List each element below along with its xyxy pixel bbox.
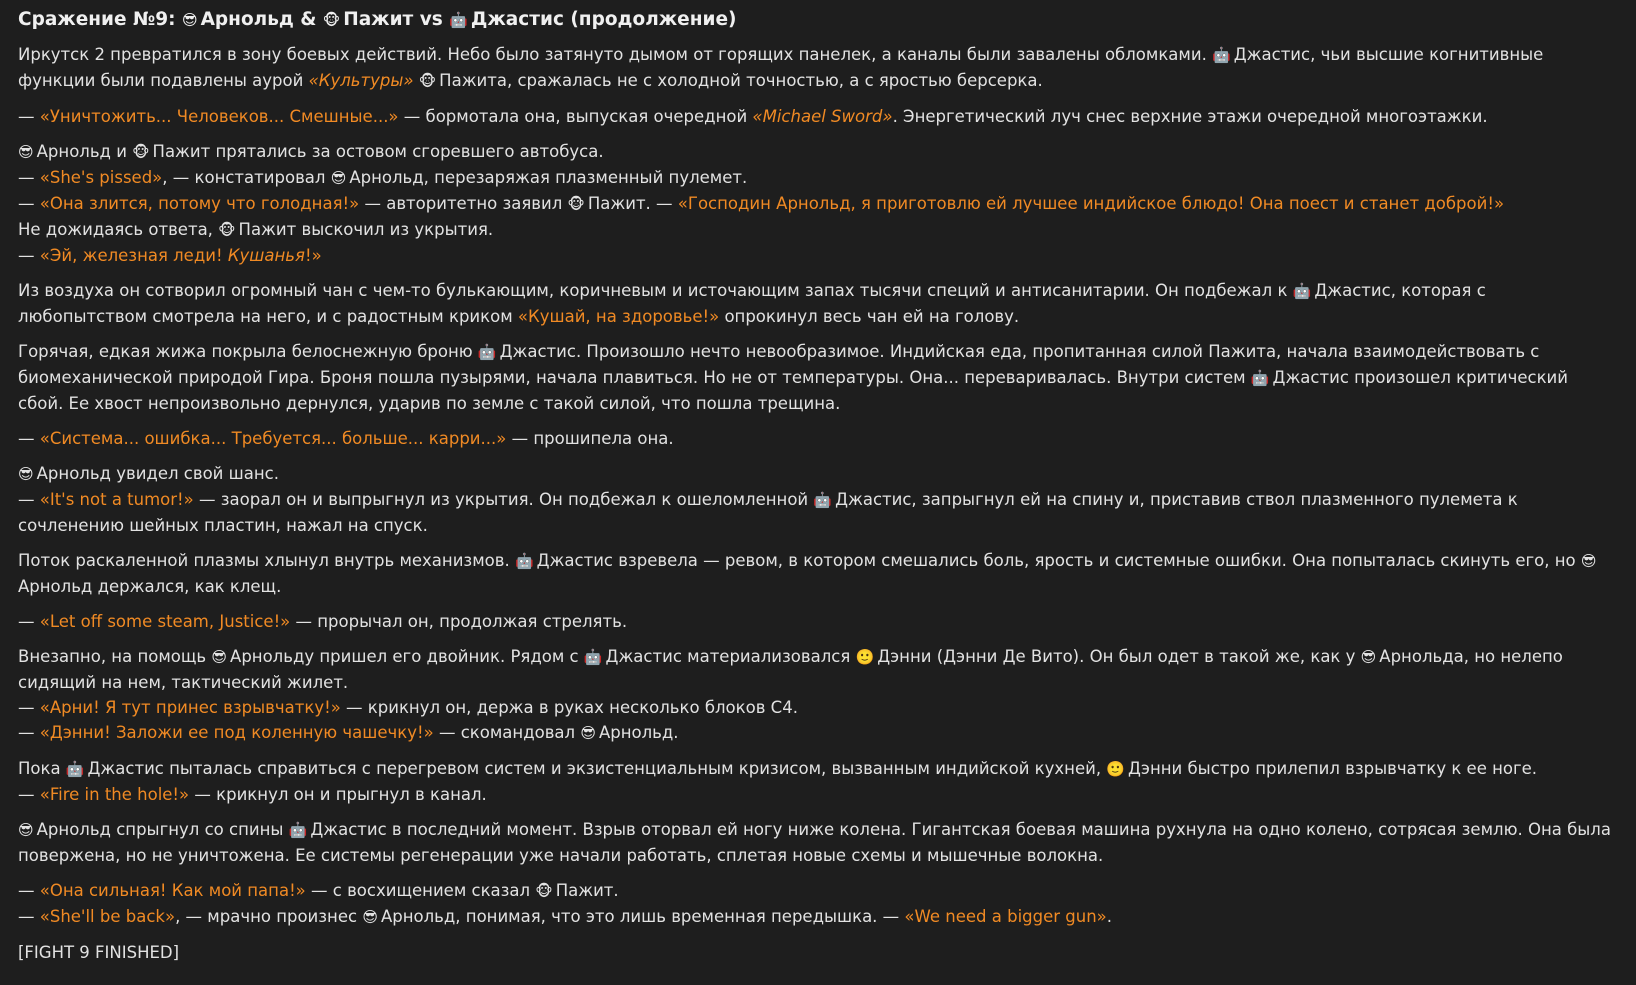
text: Из воздуха он сотворил огромный чан с чем-то булькающим, коричневым и источающим запах тысячи специй и антисанитарии. Он подбежал к (18, 281, 1293, 300)
text: Не дожидаясь ответа, (18, 220, 219, 239)
quote: «Кушай, на здоровье!» (517, 307, 720, 326)
quote: «Let off some steam, Justice!» (39, 612, 291, 631)
paragraph-3 (18, 139, 1618, 268)
text: — (18, 429, 40, 448)
paragraph-11 (18, 756, 1618, 807)
text: Джастис взревела — ревом, в котором смешались боль, ярость и системные ошибки. Она попыталась скинуть его, но (536, 551, 1581, 570)
pazhit-emoji-icon: 🐵 (132, 143, 150, 161)
text: — (18, 194, 40, 213)
justice-emoji-icon: 🤖 (1212, 46, 1231, 64)
text: . Энергетический луч снес верхние этажи очередной многоэтажки. (892, 107, 1488, 126)
pazhit-emoji-icon: 🐵 (567, 195, 585, 213)
paragraph-10 (18, 644, 1618, 746)
paragraph-12 (18, 817, 1618, 868)
justice-emoji-icon: 🤖 (288, 821, 308, 839)
arnold-emoji-icon: 😎 (18, 821, 34, 839)
text: — (18, 698, 40, 717)
quote: Кушанья (227, 246, 305, 265)
text: Поток раскаленной плазмы хлынул внутрь механизмов. (18, 551, 515, 570)
text: Джастис, чьи высшие когнитивные функции были подавлены аурой (18, 45, 1544, 90)
text: — (18, 107, 40, 126)
arnold-emoji-icon: 😎 (580, 724, 596, 742)
text: — (18, 907, 40, 926)
quote: «It's not a tumor!» (39, 490, 194, 509)
quote: «Уничтожить... Человеков... Смешные...» (39, 107, 399, 126)
text: — прошипела она. (506, 429, 674, 448)
fight-status: [FIGHT 9 FINISHED] (18, 943, 180, 962)
text: . (1106, 907, 1113, 926)
text: — (18, 490, 40, 509)
text: Арнольд увидел свой шанс. (36, 464, 279, 483)
text: Арнольда, но нелепо сидящий на нем, тактический жилет. (18, 647, 1563, 692)
text: Джастис произошел критический сбой. Ее хвост непроизвольно дернулся, ударив по земле с такой силой, что пошла трещина. (18, 368, 1569, 413)
quote: «Fire in the hole!» (39, 785, 190, 804)
text: Пажит. — (587, 194, 678, 213)
text: — заорал он и выпрыгнул из укрытия. Он подбежал к ошеломленной (193, 490, 814, 509)
text: Пажит прятались за остовом сгоревшего автобуса. (152, 142, 604, 161)
text: Джастис пыталась справиться с перегревом систем и экзистенциальным кризисом, вызванным индийской кухней, (87, 759, 1107, 778)
justice-emoji-icon: 🤖 (1250, 369, 1270, 387)
text: — (18, 785, 40, 804)
text: Джастис в последний момент. Взрыв оторвал ей ногу ниже колена. Гигантская боевая машина рухнула на одно колено, сотрясая землю. Она была повержена, но не уничтожена. Ее системы регенерации уже начали работать, сплетая новые схемы и мышечные волокна. (18, 820, 1611, 865)
pazhit-emoji-icon: 🐵 (535, 882, 553, 900)
arnold-emoji-icon: 😎 (330, 169, 347, 187)
text: Арнольд, понимая, что это лишь временная передышка. — (380, 907, 905, 926)
paragraph-7 (18, 461, 1618, 538)
text: Джастис, запрыгнул ей на спину и, приставив ствол плазменного пулемета к сочленению шейных пластин, нажал на спуск. (18, 490, 1518, 535)
quote: «Она злится, потому что голодная!» (39, 194, 360, 213)
text: Пажита, сражалась не с холодной точностью, а с яростью берсерка. (439, 71, 1043, 90)
text: — скомандовал (433, 723, 581, 742)
title-pazhit: Пажит vs (343, 9, 450, 30)
text: — (18, 881, 40, 900)
justice-emoji-icon: 🤖 (449, 11, 468, 29)
text: Иркутск 2 превратился в зону боевых действий. Небо было затянуто дымом от горящих панелек, а каналы были завалены обломками. (18, 45, 1213, 64)
arnold-emoji-icon: 😎 (1580, 552, 1597, 570)
quote: «Она сильная! Как мой папа!» (39, 881, 306, 900)
justice-emoji-icon: 🤖 (477, 343, 497, 361)
paragraph-13 (18, 878, 1618, 930)
quote: «Michael Sword» (752, 107, 893, 126)
quote: «Дэнни! Заложи ее под коленную чашечку!» (39, 723, 434, 742)
pazhit-emoji-icon: 🐵 (418, 72, 437, 90)
text: Арнольд. (598, 723, 679, 742)
title-arnold: Арнольд & (200, 9, 323, 30)
text: Пока (18, 759, 66, 778)
justice-emoji-icon: 🤖 (65, 760, 85, 778)
arnold-emoji-icon: 😎 (181, 11, 198, 29)
text: Арнольд спрыгнул со спины (36, 820, 289, 839)
text: — (18, 723, 40, 742)
text: — (18, 246, 40, 265)
text: , — мрачно произнес (175, 907, 363, 926)
justice-emoji-icon: 🤖 (583, 648, 603, 666)
quote: «We need a bigger gun» (904, 907, 1107, 926)
paragraph-1 (18, 42, 1618, 94)
title-prefix: Сражение №9: (18, 9, 182, 30)
text: — (18, 168, 40, 187)
text: Внезапно, на помощь (18, 647, 212, 666)
justice-emoji-icon: 🤖 (813, 491, 833, 509)
quote: «Культуры» (308, 71, 414, 90)
text: опрокинул весь чан ей на голову. (719, 307, 1020, 326)
text: Джастис материализовался (605, 647, 856, 666)
paragraph-8 (18, 548, 1618, 599)
arnold-emoji-icon: 😎 (18, 465, 34, 483)
text: — авторитетно заявил (359, 194, 568, 213)
text: Арнольд, перезаряжая плазменный пулемет. (349, 168, 748, 187)
text: Джастис. Произошло нечто невообразимое. Индийская еда, пропитанная силой Пажита, начала взаимодействовать с биомеханической природой Гира. Броня пошла пузырями, начала плавиться. Но не от температуры. Она... переваривалась. Внутри систем (18, 342, 1540, 387)
text: Пажит. (555, 881, 619, 900)
text: — с восхищением сказал (305, 881, 536, 900)
text: Джастис, которая с любопытством смотрела на него, и с радостным криком (18, 281, 1486, 326)
arnold-emoji-icon: 😎 (211, 648, 228, 666)
danny-emoji-icon: 🙂 (855, 648, 875, 666)
quote: «Система... ошибка... Требуется... больше... карри...» (39, 429, 507, 448)
danny-emoji-icon: 🙂 (1106, 760, 1125, 778)
text: Дэнни (Дэнни Де Вито). Он был одет в такой же, как у (877, 647, 1361, 666)
pazhit-emoji-icon: 🐵 (218, 221, 236, 239)
paragraph-5 (18, 339, 1618, 416)
paragraph-2 (18, 104, 1618, 129)
text: — прорычал он, продолжая стрелять. (290, 612, 628, 631)
quote: «Господин Арнольд, я приготовлю ей лучшее индийское блюдо! Она поест и станет доброй!» (677, 194, 1505, 213)
quote: «Эй, железная леди! (39, 246, 228, 265)
quote: «Арни! Я тут принес взрывчатку!» (39, 698, 341, 717)
text: Горячая, едкая жижа покрыла белоснежную броню (18, 342, 478, 361)
text: , — констатировал (162, 168, 331, 187)
pazhit-emoji-icon: 🐵 (322, 11, 341, 29)
text: — (18, 612, 40, 631)
text: Арнольд и (36, 142, 133, 161)
justice-emoji-icon: 🤖 (514, 552, 534, 570)
paragraph-4 (18, 278, 1618, 329)
paragraph-6 (18, 426, 1618, 451)
justice-emoji-icon: 🤖 (1292, 282, 1312, 300)
arnold-emoji-icon: 😎 (1360, 648, 1377, 666)
quote: «She's pissed» (39, 168, 163, 187)
text: Дэнни быстро прилепил взрывчатку к ее ноге. (1128, 759, 1538, 778)
text: Арнольд держался, как клещ. (18, 577, 282, 596)
paragraph-9 (18, 609, 1618, 634)
text: — бормотала она, выпуская очередной (398, 107, 753, 126)
text: Пажит выскочил из укрытия. (238, 220, 494, 239)
quote: «She'll be back» (39, 907, 176, 926)
arnold-emoji-icon: 😎 (362, 908, 378, 926)
title-justice: Джастис (продолжение) (470, 9, 737, 30)
arnold-emoji-icon: 😎 (18, 143, 34, 161)
text: — крикнул он и прыгнул в канал. (189, 785, 487, 804)
text: — крикнул он, держа в руках несколько блоков C4. (340, 698, 798, 717)
text: Арнольду пришел его двойник. Рядом с (230, 647, 584, 666)
fight-title (18, 6, 1618, 34)
quote: !» (304, 246, 322, 265)
